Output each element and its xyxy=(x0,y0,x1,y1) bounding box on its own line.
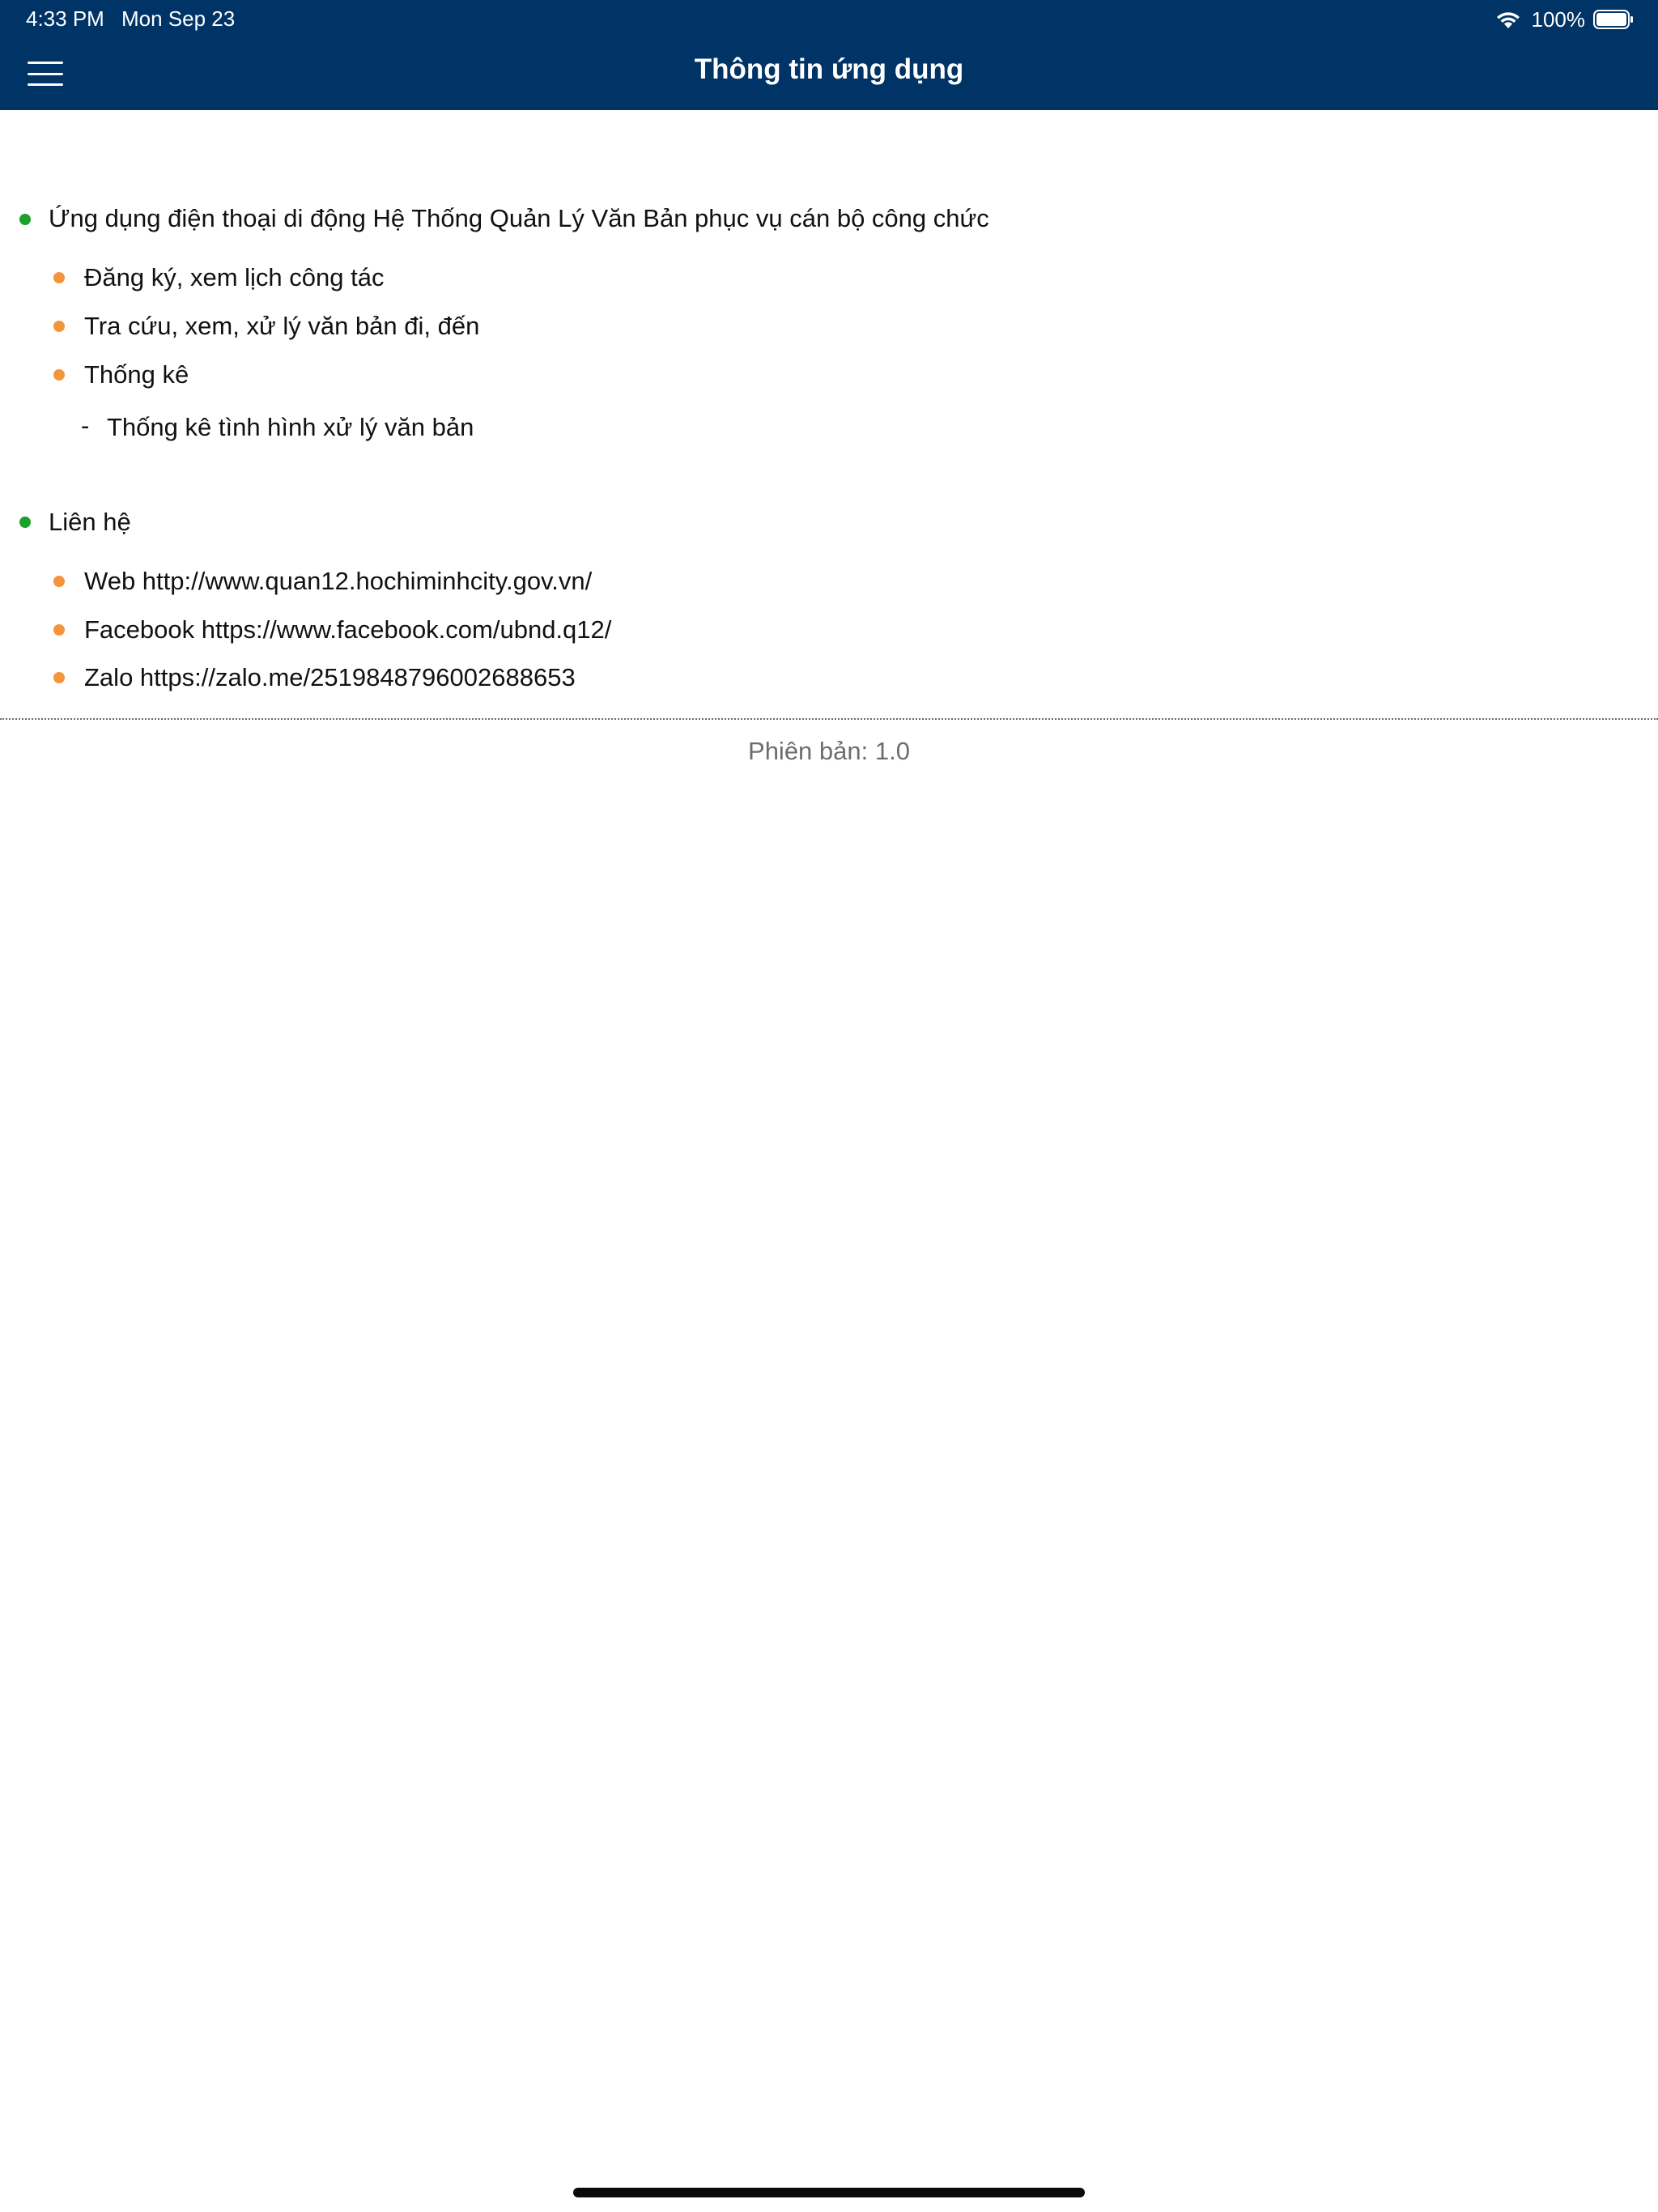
list-item: Đăng ký, xem lịch công tác xyxy=(84,263,385,291)
list-item: Tra cứu, xem, xử lý văn bản đi, đến xyxy=(84,312,480,340)
version-label: Phiên bản: 1.0 xyxy=(748,737,910,765)
dash-bullet: - xyxy=(81,411,90,440)
status-time: 4:33 PM xyxy=(26,6,104,31)
item-bullet xyxy=(53,624,65,636)
contact-facebook-link[interactable]: Facebook https://www.facebook.com/ubnd.q12/ xyxy=(84,615,612,644)
item-bullet xyxy=(53,321,65,332)
list-subitem: Thống kê tình hình xử lý văn bản xyxy=(107,413,474,441)
item-bullet xyxy=(53,272,65,283)
battery-percentage: 100% xyxy=(1531,6,1585,32)
app-header xyxy=(0,0,1658,110)
section-title-contact: Liên hệ xyxy=(49,508,131,536)
wifi-icon xyxy=(1494,9,1522,30)
status-date: Mon Sep 23 xyxy=(121,6,236,31)
section-bullet xyxy=(19,214,31,225)
home-indicator[interactable] xyxy=(573,2188,1085,2197)
status-bar xyxy=(0,0,1658,39)
item-bullet xyxy=(53,672,65,683)
section-title-app: Ứng dụng điện thoại di động Hệ Thống Quản Lý Văn Bản phục vụ cán bộ công chức xyxy=(49,204,989,232)
contact-zalo-link[interactable]: Zalo https://zalo.me/2519848796002688653 xyxy=(84,663,576,691)
battery-icon xyxy=(1593,9,1634,30)
item-bullet xyxy=(53,576,65,587)
contact-web-link[interactable]: Web http://www.quan12.hochiminhcity.gov.vn/ xyxy=(84,567,593,595)
status-indicators xyxy=(1494,5,1635,34)
section-bullet xyxy=(19,517,31,528)
page-title: Thông tin ứng dụng xyxy=(694,53,964,85)
list-item: Thống kê xyxy=(84,360,189,389)
item-bullet xyxy=(53,369,65,381)
divider xyxy=(0,718,1658,720)
